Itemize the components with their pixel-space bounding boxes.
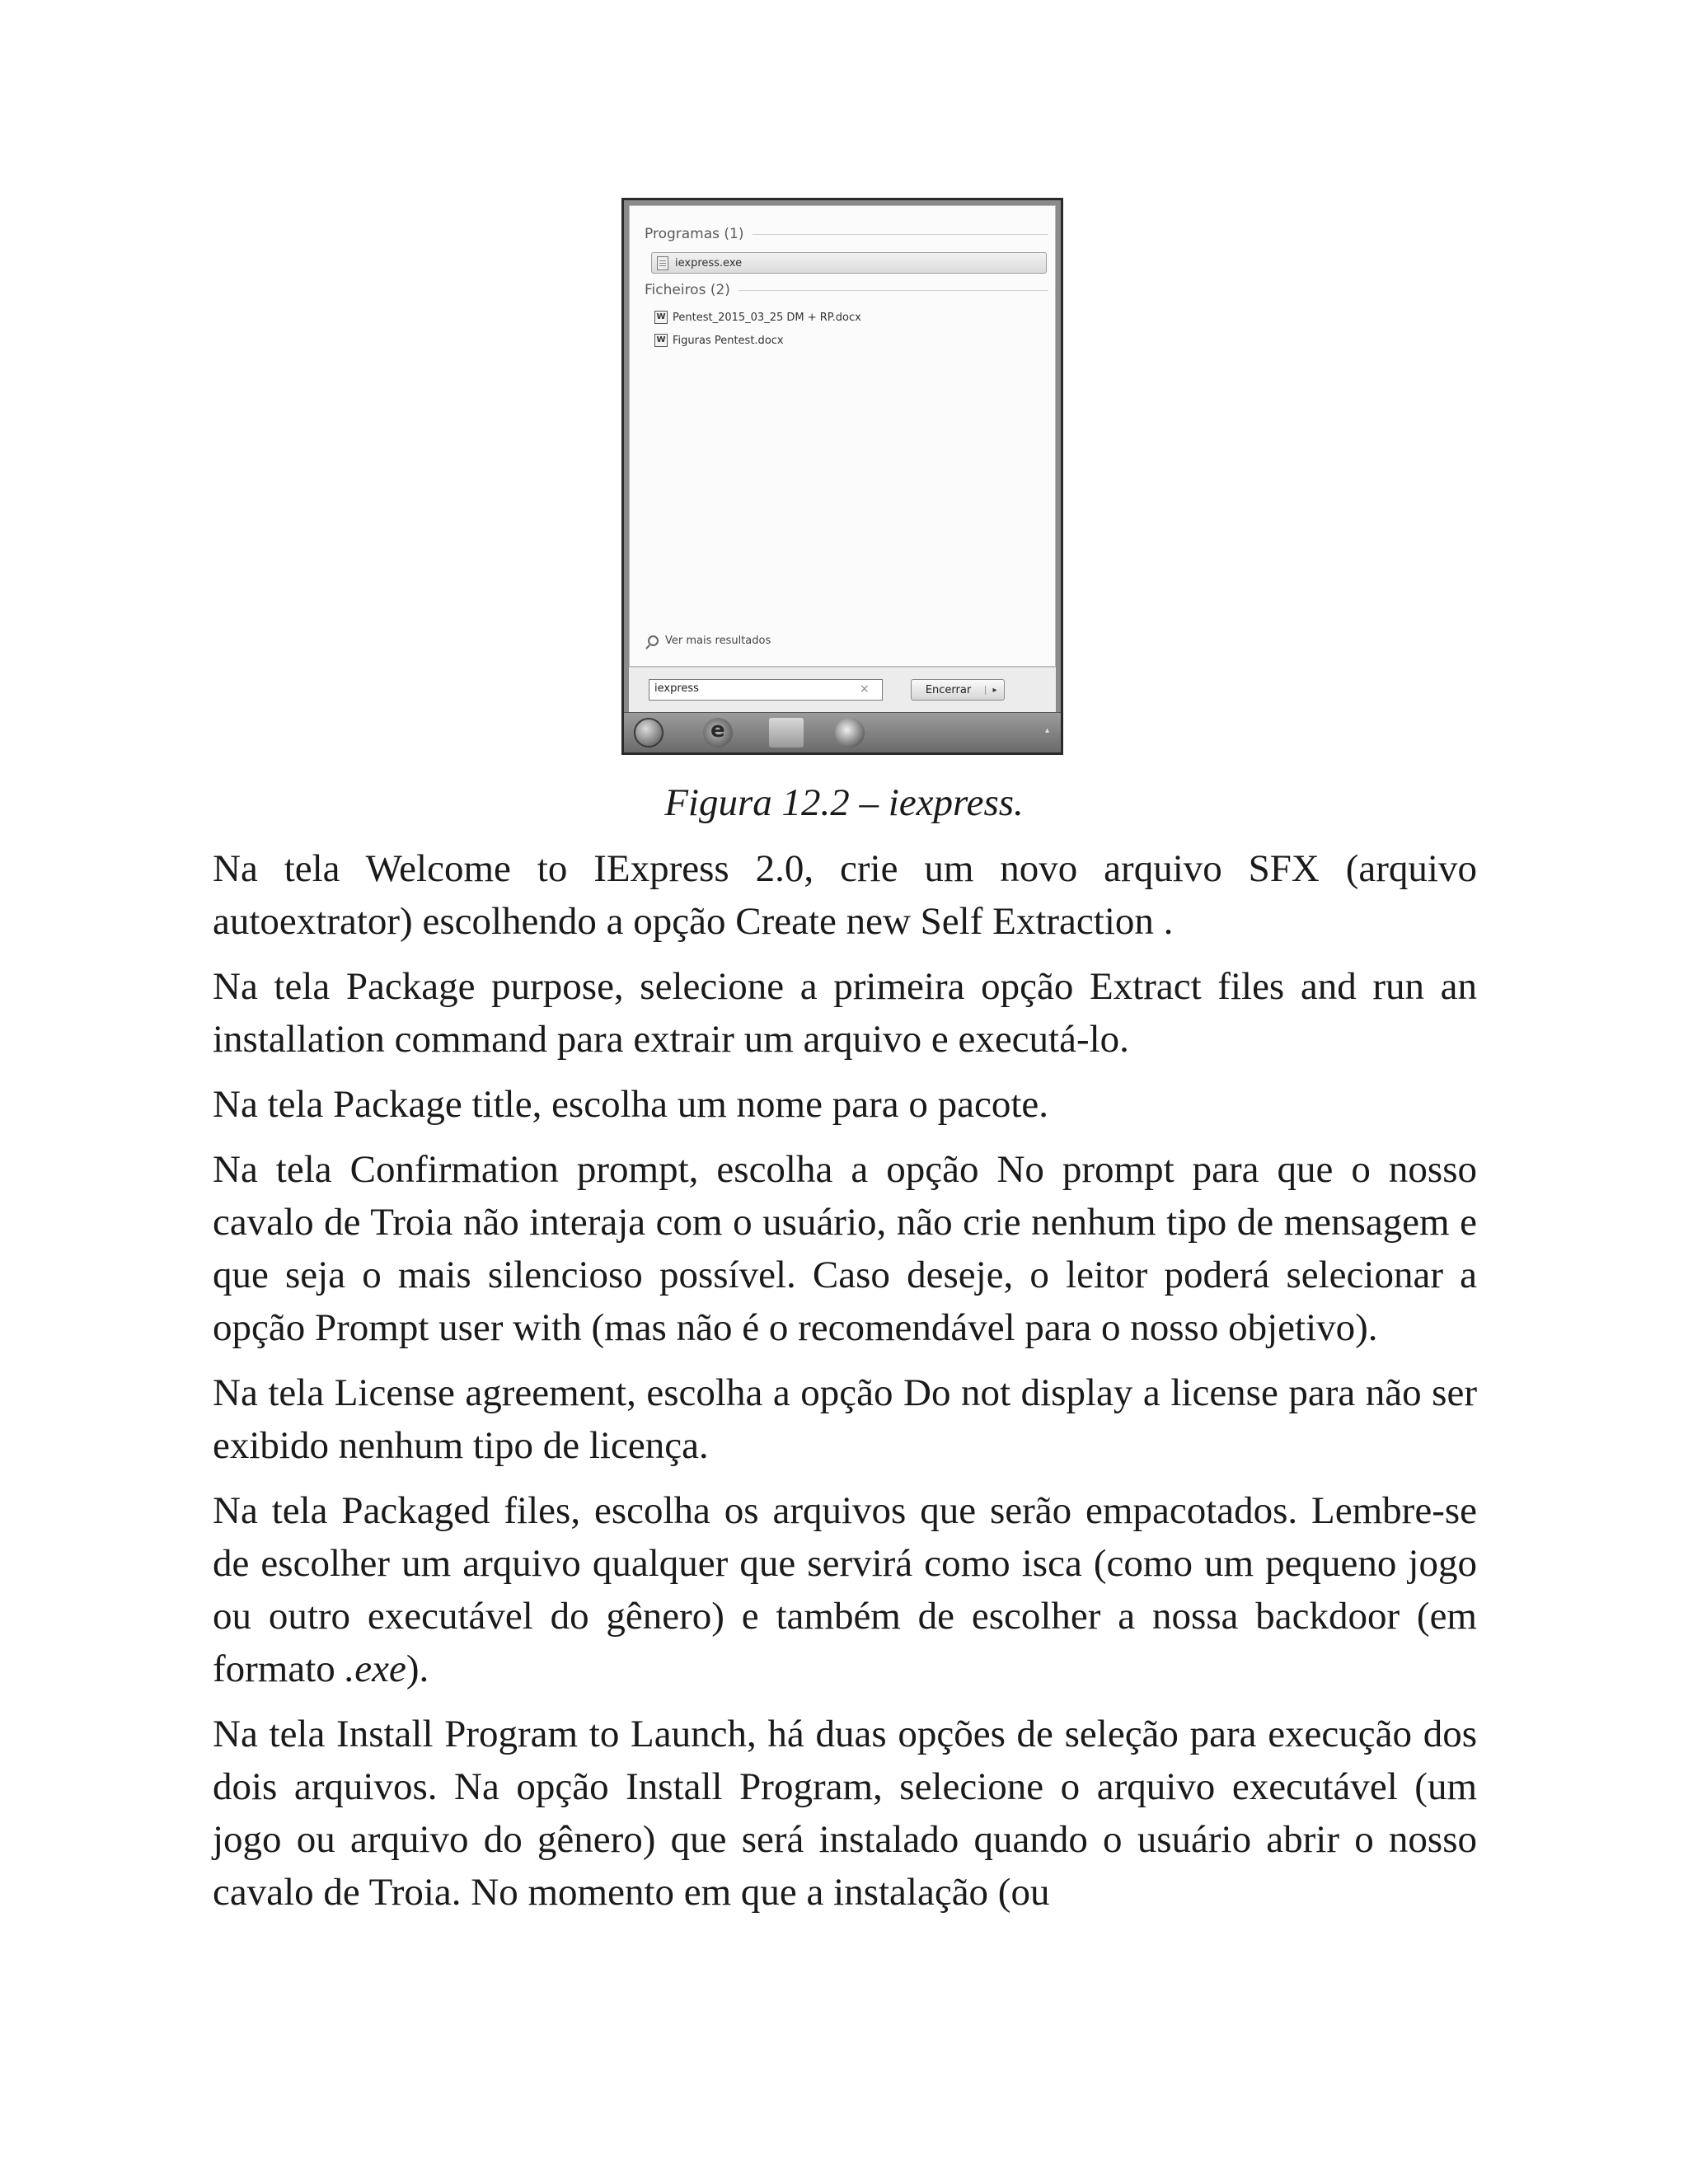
clear-search-icon[interactable]: × <box>860 682 870 696</box>
group-header-files <box>645 282 1048 298</box>
result-item-label: iexpress.exe <box>675 256 743 269</box>
paragraph: Na tela Package title, escolha um nome para o pacote. <box>213 1083 1048 1126</box>
word-doc-icon: W <box>654 311 668 324</box>
emphasis-text: .exe <box>345 1647 406 1690</box>
result-item-file[interactable] <box>651 307 1055 328</box>
start-orb-icon[interactable] <box>634 718 663 748</box>
shutdown-options-arrow-icon[interactable]: ▸ <box>985 686 1004 695</box>
group-header-programs-label: Programas (1) <box>645 226 744 242</box>
start-menu-results-pane <box>629 205 1056 667</box>
paragraph <box>213 1484 1477 1695</box>
tray-expand-icon[interactable]: ▴ <box>1044 726 1049 735</box>
folder-icon[interactable] <box>769 718 804 748</box>
figure-caption: Figura 12.2 – iexpress. <box>664 781 1024 824</box>
shutdown-button[interactable] <box>911 679 1005 701</box>
more-results-link[interactable] <box>648 635 771 647</box>
body-text <box>213 842 1477 1931</box>
result-item-label: Figuras Pentest.docx <box>673 334 784 347</box>
search-input[interactable]: iexpress <box>649 679 883 701</box>
taskbar <box>624 712 1061 752</box>
paragraph-text: ). <box>406 1647 429 1690</box>
result-item-file[interactable] <box>651 330 1055 351</box>
shutdown-label: Encerrar <box>925 683 972 696</box>
paragraph: Na tela License agreement, escolha a opção Do not display a license para não ser exibido nenhum tipo de licença. <box>213 1371 1477 1467</box>
group-divider <box>753 234 1049 235</box>
word-doc-icon: W <box>654 334 668 347</box>
paragraph: Na tela Install Program to Launch, há duas opções de seleção para execução dos dois arquivos. Na opção Install Program, selecione o arquivo executável (um jogo ou arquivo do gênero) que será instalado quando o usuário abrir o nosso cavalo de Troia. No momento em que a instalação (ou <box>213 1713 1477 1914</box>
group-header-programs <box>645 226 1048 242</box>
media-player-icon[interactable] <box>835 718 865 748</box>
result-item-iexpress[interactable] <box>651 252 1047 274</box>
internet-explorer-icon[interactable] <box>703 718 733 748</box>
more-results-label: Ver mais resultados <box>665 635 771 647</box>
group-divider <box>738 290 1048 291</box>
search-icon <box>648 635 659 646</box>
figure-screenshot <box>621 198 1063 755</box>
group-header-files-label: Ficheiros (2) <box>645 282 730 298</box>
paragraph-text: Na tela Packaged files, escolha os arquivos que serão empacotados. Lembre-se de escolher um arquivo qualquer que servirá como isca (como um pequeno jogo ou outro executável do gênero) e também de escolher a nossa backdoor (em formato <box>213 1489 1477 1690</box>
paragraph: Na tela Welcome to IExpress 2.0, crie um novo arquivo SFX (arquivo autoextrator) escolhendo a opção Create new Self Extraction . <box>213 847 1477 943</box>
result-item-label: Pentest_2015_03_25 DM + RP.docx <box>673 311 861 324</box>
search-bar-area <box>629 667 1056 719</box>
file-icon <box>657 256 668 270</box>
paragraph: Na tela Confirmation prompt, escolha a opção No prompt para que o nosso cavalo de Troia não interaja com o usuário, não crie nenhum tipo de mensagem e que seja o mais silencioso possível. Caso deseje, o leitor poderá selecionar a opção Prompt user with (mas não é o recomendável para o nosso objetivo). <box>213 1148 1477 1349</box>
paragraph: Na tela Package purpose, selecione a primeira opção Extract files and run an installation command para extrair um arquivo e executá-lo. <box>213 965 1477 1061</box>
